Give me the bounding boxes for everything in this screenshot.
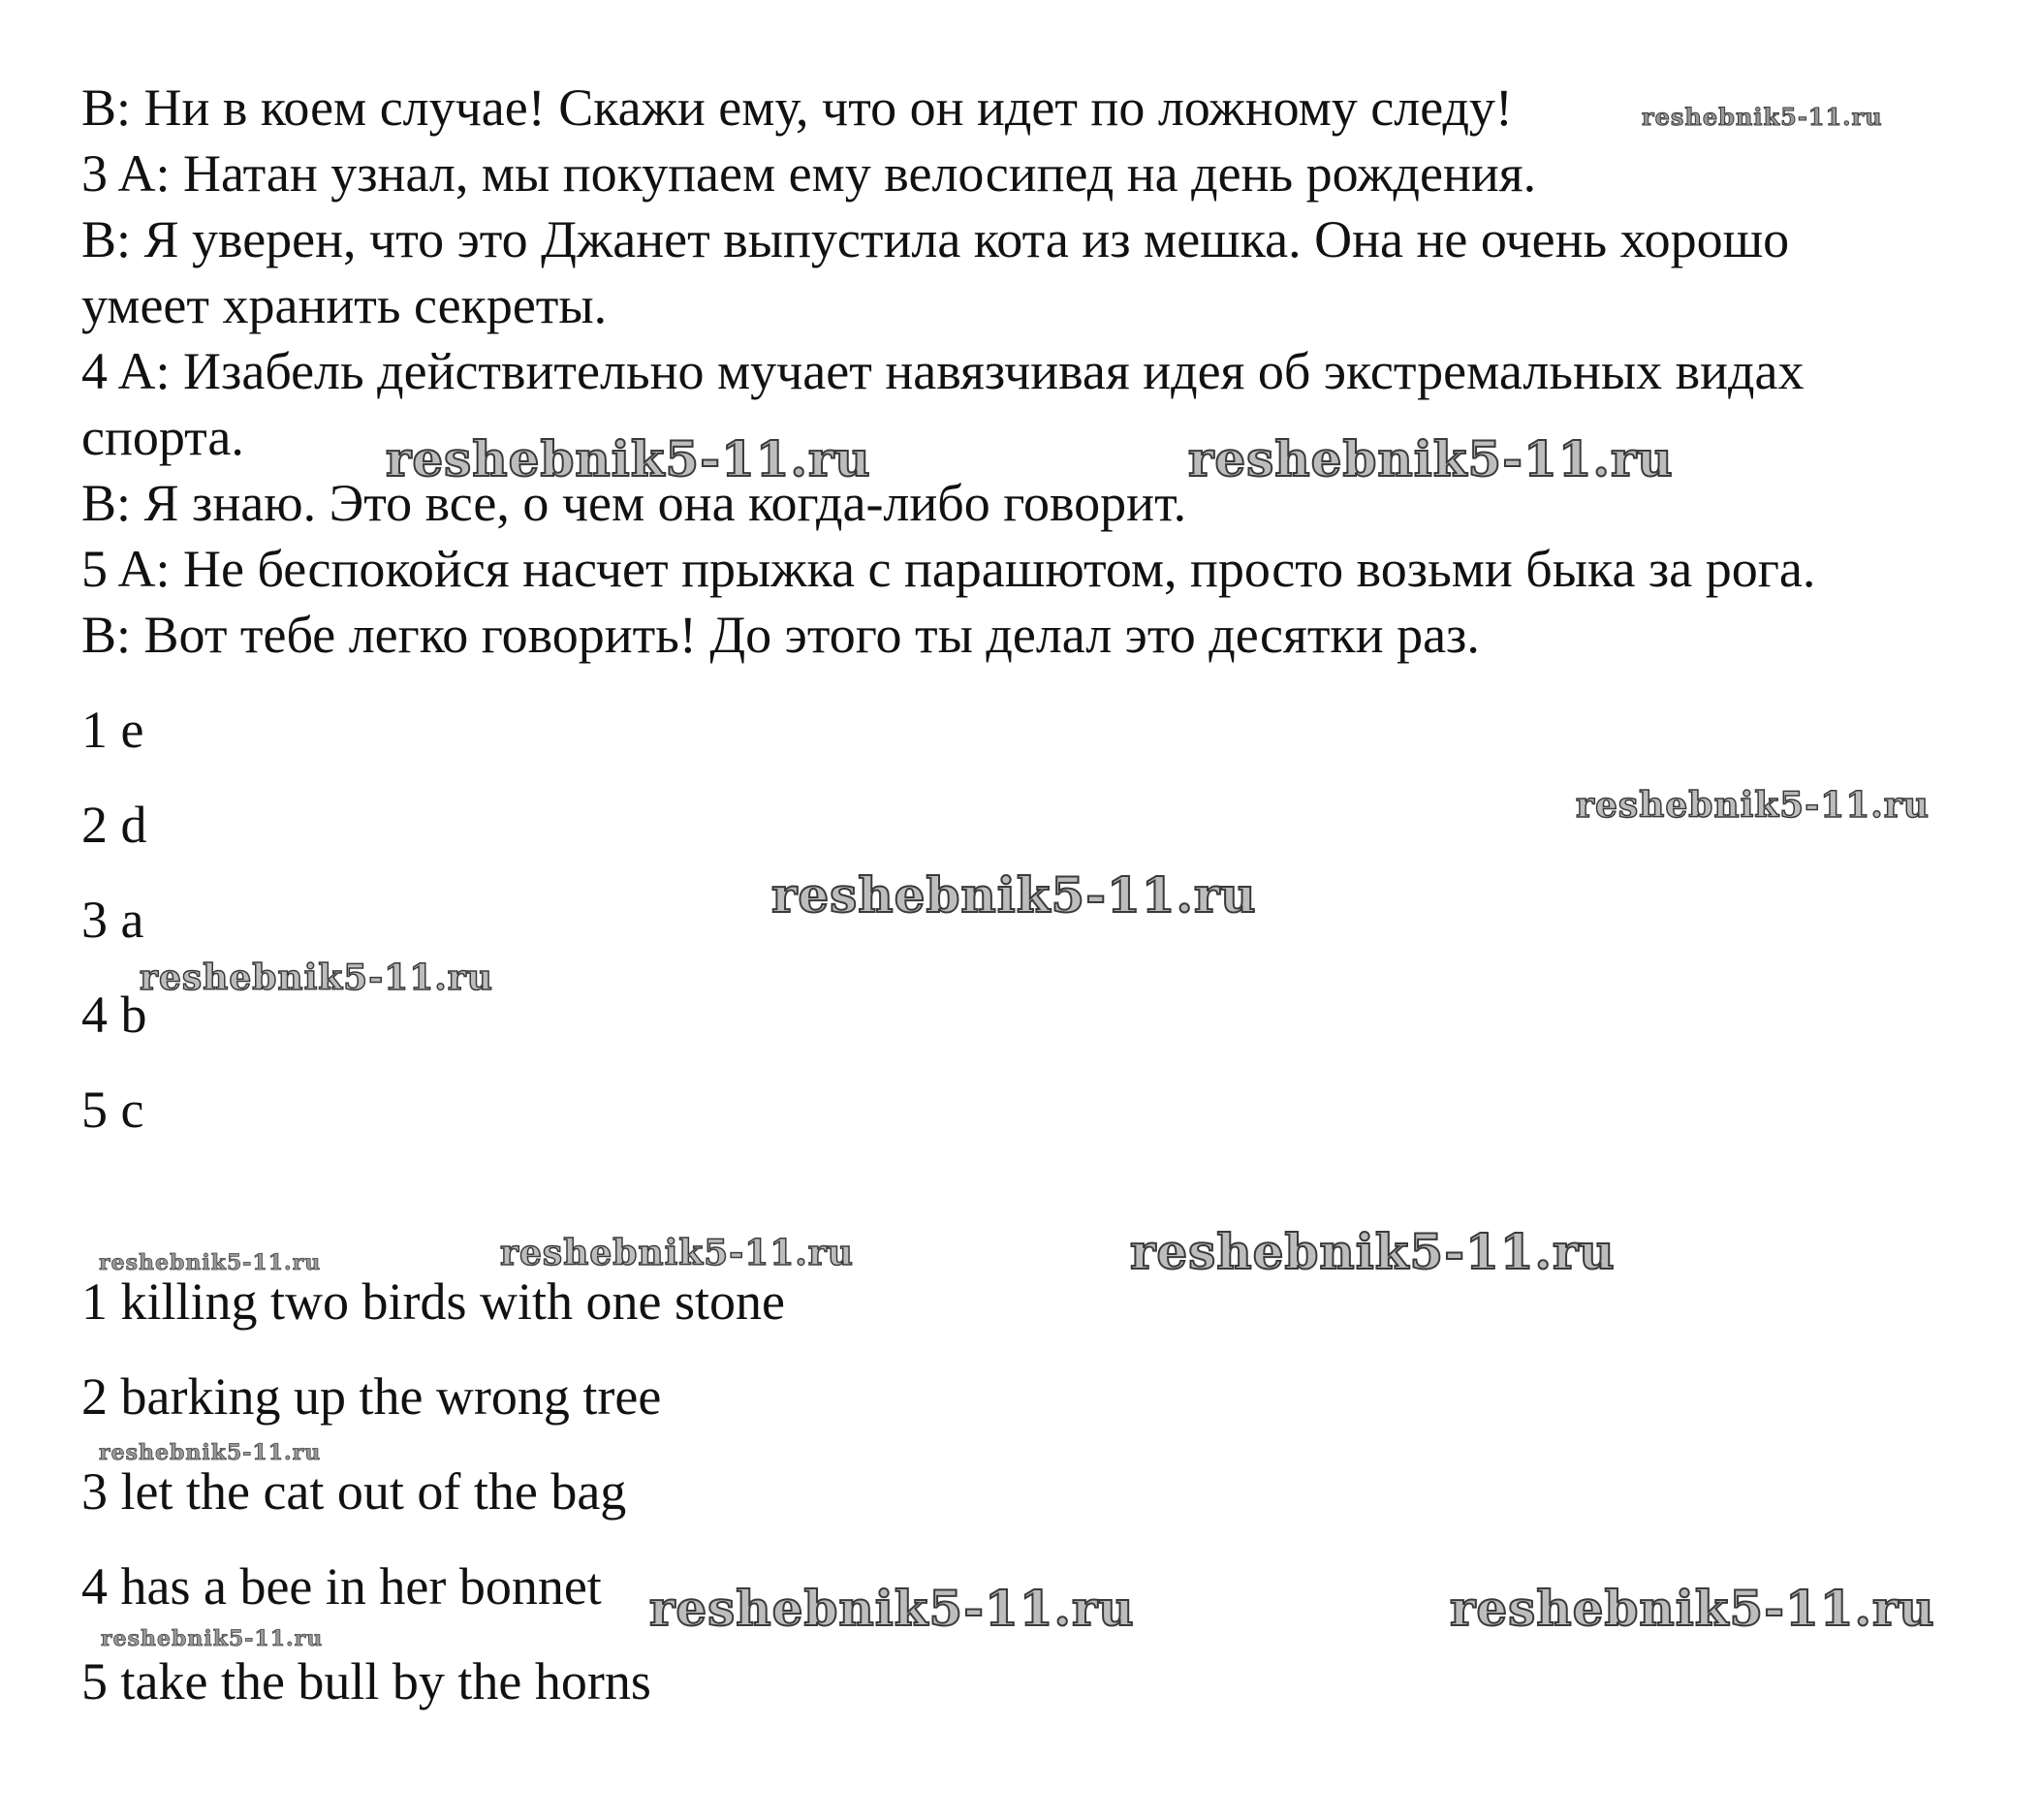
- dialogue-line: умеет хранить секреты.: [81, 276, 608, 334]
- watermark: reshebnik5-11.ru: [99, 1250, 322, 1275]
- dialogue-line: B: Ни в коем случае! Скажи ему, что он идет по ложному следу!: [81, 78, 1513, 137]
- watermark: reshebnik5-11.ru: [649, 1580, 1135, 1637]
- watermark: reshebnik5-11.ru: [386, 430, 871, 487]
- matching-answer: 4 b: [81, 986, 147, 1044]
- watermark: reshebnik5-11.ru: [771, 866, 1257, 924]
- matching-answer: 2 d: [81, 796, 147, 854]
- matching-answer: 5 c: [81, 1081, 144, 1139]
- watermark: reshebnik5-11.ru: [101, 1626, 324, 1651]
- matching-answer: 1 e: [81, 701, 144, 759]
- dialogue-line: 4 A: Изабель действительно мучает навязчивая идея об экстремальных видах: [81, 342, 1805, 400]
- watermark: reshebnik5-11.ru: [99, 1440, 322, 1465]
- watermark: reshebnik5-11.ru: [1642, 103, 1883, 131]
- idiom-answer: 4 has a bee in her bonnet: [81, 1557, 602, 1616]
- idiom-answer: 3 let the cat out of the bag: [81, 1462, 627, 1521]
- dialogue-line: B: Я уверен, что это Джанет выпустила кота из мешка. Она не очень хорошо: [81, 210, 1790, 268]
- dialogue-line: спорта.: [81, 408, 244, 466]
- dialogue-line: 3 A: Натан узнал, мы покупаем ему велосипед на день рождения.: [81, 144, 1537, 203]
- idiom-answer: 5 take the bull by the horns: [81, 1652, 651, 1710]
- idiom-answer: 1 killing two birds with one stone: [81, 1272, 785, 1331]
- watermark: reshebnik5-11.ru: [1450, 1580, 1935, 1637]
- dialogue-line: 5 A: Не беспокойся насчет прыжка с парашютом, просто возьми быка за рога.: [81, 540, 1816, 598]
- watermark: reshebnik5-11.ru: [1188, 430, 1674, 487]
- watermark: reshebnik5-11.ru: [1130, 1223, 1616, 1280]
- idiom-answer: 2 barking up the wrong tree: [81, 1367, 662, 1426]
- watermark: reshebnik5-11.ru: [500, 1233, 854, 1273]
- dialogue-line: B: Вот тебе легко говорить! До этого ты делал это десятки раз.: [81, 606, 1480, 664]
- watermark: reshebnik5-11.ru: [140, 957, 493, 998]
- matching-answer: 3 a: [81, 891, 144, 949]
- dialogue-line: B: Я знаю. Это все, о чем она когда-либо говорит.: [81, 474, 1187, 532]
- watermark: reshebnik5-11.ru: [1576, 785, 1930, 826]
